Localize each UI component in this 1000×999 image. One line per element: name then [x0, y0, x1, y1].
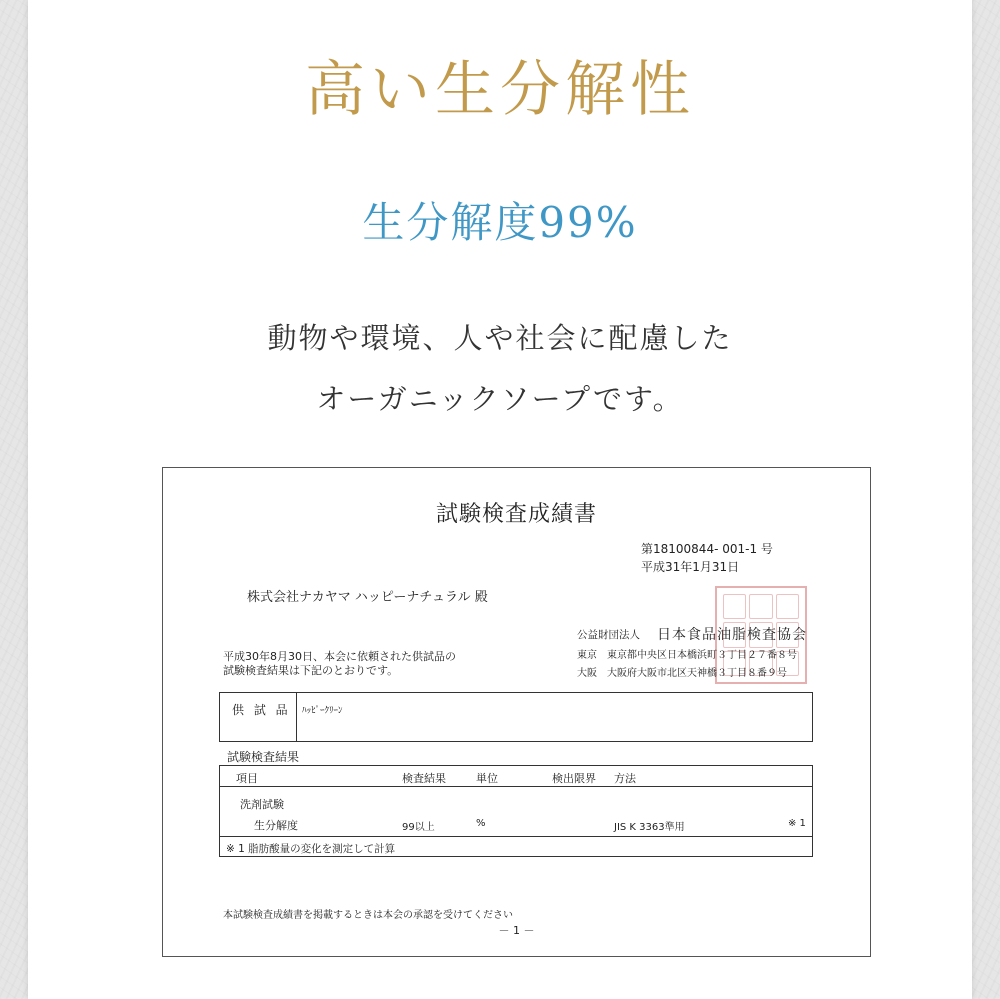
column-header-item: 項目 — [236, 772, 258, 785]
certificate-title: 試験検査成績書 — [435, 502, 597, 527]
table-row-result: 99以上 — [402, 822, 435, 833]
results-heading: 試験検査結果 — [227, 750, 300, 764]
sample-value: ﾊｯﾋﾟｰｸﾘｰﾝ — [302, 706, 343, 716]
content-panel — [28, 0, 972, 999]
description-line-1: 動物や環境、人や社会に配慮した — [267, 321, 733, 355]
sample-label: 供 試 品 — [232, 703, 291, 717]
column-header-unit: 単位 — [476, 772, 498, 785]
certificate-intro-line-2: 試験検査結果は下記のとおりです。 — [223, 664, 399, 677]
table-row-item: 生分解度 — [254, 819, 298, 832]
sample-box — [219, 692, 813, 742]
test-certificate-image — [162, 467, 871, 957]
page-title: 高い生分解性 — [305, 55, 695, 125]
table-row-note-ref: ※ 1 — [788, 818, 806, 829]
left-paper-texture — [0, 0, 28, 999]
page-number: － 1 － — [498, 924, 535, 937]
right-paper-texture — [972, 0, 1000, 999]
biodegradability-subtitle: 生分解度99% — [362, 198, 638, 247]
description-line-2: オーガニックソープです。 — [316, 382, 684, 416]
certificate-date: 平成31年1月31日 — [641, 560, 740, 574]
osaka-address: 大阪府大阪市北区天神橋３丁目８番９号 — [607, 668, 787, 679]
column-header-result: 検査結果 — [402, 772, 446, 785]
osaka-label: 大阪 — [577, 668, 597, 679]
table-row-unit: % — [476, 818, 486, 829]
results-table — [219, 765, 813, 857]
organization-type: 公益財団法人 — [577, 629, 640, 641]
tokyo-label: 東京 — [577, 650, 597, 661]
table-footnote: ※ 1 脂肪酸量の変化を測定して計算 — [226, 843, 396, 855]
test-category: 洗剤試験 — [240, 798, 284, 811]
table-row-method: JIS K 3363準用 — [614, 822, 685, 833]
certificate-number: 第18100844- 001-1 号 — [641, 542, 773, 556]
column-header-method: 方法 — [614, 772, 636, 785]
certificate-footer-note: 本試験検査成績書を掲載するときは本会の承認を受けてください — [223, 910, 513, 921]
certificate-addressee: 株式会社ナカヤマ ハッピーナチュラル 殿 — [247, 590, 488, 605]
organization-name: 日本食品油脂検査協会 — [657, 627, 807, 643]
column-header-limit: 検出限界 — [552, 772, 596, 785]
tokyo-address: 東京都中央区日本橋浜町３丁目２７番８号 — [607, 650, 797, 661]
certificate-intro-line-1: 平成30年8月30日、本会に依頼された供試品の — [223, 650, 456, 663]
